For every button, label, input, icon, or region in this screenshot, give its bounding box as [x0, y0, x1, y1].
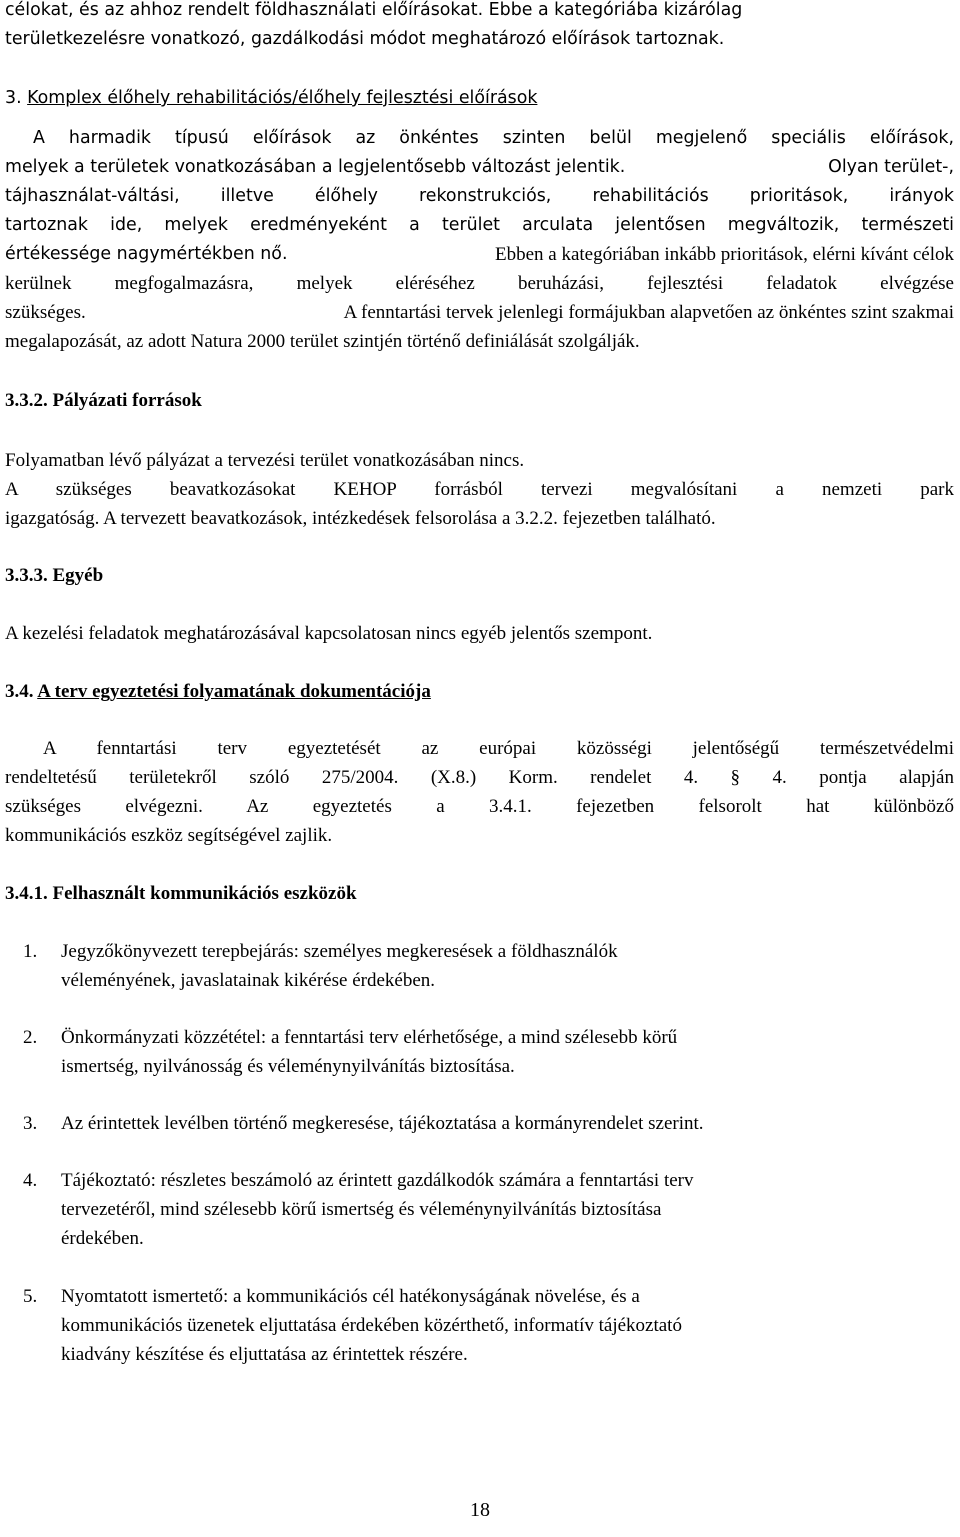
- list-item-line: érdekében.: [61, 1228, 144, 1249]
- intro-line-2: területkezelésre vonatkozó, gazdálkodási módot meghatározó előírások tartoznak.: [5, 29, 725, 49]
- s34-line-4: kommunikációs eszköz segítségével zajlik.: [5, 825, 333, 846]
- s333-heading: 3.3.3. Egyéb: [5, 565, 104, 586]
- list-item-number: 1.: [23, 941, 38, 962]
- s3-line-5: [5, 240, 954, 269]
- s3-line-7-b: A fenntartási tervek jelenlegi formájukban alapvetően az önkéntes szint szakmai: [343, 302, 954, 323]
- list-item-line: véleményének, javaslatainak kikérése érdekében.: [61, 970, 436, 991]
- list-item-line: Nyomtatott ismertető: a kommunikációs cél hatékonyságának növelése, és a: [61, 1286, 640, 1307]
- s3-line-3: tájhasználat-váltási, illetve élőhely rekonstrukciós, rehabilitációs prioritások, irányok: [5, 186, 954, 206]
- s34-heading: [5, 677, 954, 706]
- list-item-text: [61, 937, 941, 995]
- list-item-text: [61, 1023, 941, 1081]
- s3-line-6: kerülnek megfogalmazásra, melyek eléréséhez beruházási, fejlesztési feladatok elvégzése: [5, 273, 954, 294]
- s3-line-2-olyan: Olyan terület-,: [828, 157, 954, 177]
- list-item-number: 3.: [23, 1113, 38, 1134]
- list-item-line: Önkormányzati közzététel: a fenntartási terv elérhetősége, a mind szélesebb körű: [61, 1027, 678, 1048]
- s333-text: A kezelési feladatok meghatározásával kapcsolatosan nincs egyéb jelentős szempont.: [5, 623, 653, 644]
- s332-line-2: A szükséges beavatkozásokat KEHOP forrásból tervezi megvalósítani a nemzeti park: [5, 479, 954, 500]
- s332-line-1: Folyamatban lévő pályázat a tervezési terület vonatkozásában nincs.: [5, 450, 525, 471]
- list-item-text: [61, 1282, 941, 1369]
- s3-line-2-text: melyek a területek vonatkozásában a legjelentősebb változást jelentik.: [5, 157, 626, 177]
- s3-line-5-text: értékessége nagymértékben nő.: [5, 244, 288, 264]
- s3-line-5-serif: Ebben a kategóriában inkább prioritások, elérni kívánt célok: [494, 244, 954, 265]
- list-item-text: [61, 1166, 941, 1253]
- s34-line-1: A fenntartási terv egyeztetését az európai közösségi jelentőségű természetvédelmi: [43, 738, 954, 759]
- section-3-heading: [5, 84, 954, 113]
- s341-heading: 3.4.1. Felhasznált kommunikációs eszközök: [5, 883, 357, 904]
- list-item-number: 4.: [23, 1170, 38, 1191]
- s34-body: [5, 734, 954, 850]
- s332-body: [5, 446, 954, 533]
- list-item-line: ismertség, nyilvánosság és véleménynyilvánítás biztosítása.: [61, 1056, 515, 1077]
- s3-line-1: A harmadik típusú előírások az önkéntes szinten belül megjelenő speciális előírások,: [33, 128, 954, 148]
- s34-line-3: szükséges elvégezni. Az egyeztetés a 3.4.1. fejezetben felsorolt hat különböző: [5, 796, 954, 817]
- list-item-line: tervezetéről, mind szélesebb körű ismertség és véleménynyilvánítás biztosítása: [61, 1199, 662, 1220]
- s3-line-4: tartoznak ide, melyek eredményeként a terület arculata jelentősen megváltozik, természeti: [5, 215, 954, 235]
- s3-line-7: [5, 298, 954, 327]
- s34-line-2: rendeltetésű területekről szóló 275/2004. (X.8.) Korm. rendelet 4. § 4. pontja alapján: [5, 767, 954, 788]
- s3-line-2: [5, 153, 954, 182]
- section-3-title: Komplex élőhely rehabilitációs/élőhely fejlesztési előírások: [27, 88, 538, 108]
- list-item-line: Az érintettek levélben történő megkeresése, tájékoztatása a kormányrendelet szerint.: [61, 1113, 704, 1134]
- section-3-number: 3.: [5, 88, 22, 108]
- s3-line-8: megalapozását, az adott Natura 2000 terület szintjén történő definiálását szolgálják.: [5, 331, 640, 352]
- list-item-text: [61, 1109, 941, 1138]
- s34-heading-number: 3.4.: [5, 681, 34, 702]
- list-item-line: kiadvány készítése és eljuttatása az érintettek részére.: [61, 1344, 468, 1365]
- list-item-line: Tájékoztató: részletes beszámoló az érintett gazdálkodók számára a fenntartási terv: [61, 1170, 694, 1191]
- list-item-number: 5.: [23, 1286, 38, 1307]
- s3-line-7-a: szükséges.: [5, 302, 86, 323]
- list-item-line: Jegyzőkönyvezett terepbejárás: személyes megkeresések a földhasználók: [61, 941, 618, 962]
- section-3-body: [5, 124, 954, 356]
- s332-heading: 3.3.2. Pályázati források: [5, 390, 202, 411]
- intro-paragraph: [5, 0, 954, 54]
- s332-line-3: igazgatóság. A tervezett beavatkozások, intézkedések felsorolása a 3.2.2. fejezetben található.: [5, 508, 716, 529]
- s34-heading-text: A terv egyeztetési folyamatának dokumentációja: [37, 681, 431, 702]
- page-number: 18: [470, 1499, 490, 1521]
- list-item-number: 2.: [23, 1027, 38, 1048]
- intro-line-1: célokat, és az ahhoz rendelt földhasználati előírásokat. Ebbe a kategóriába kizárólag: [5, 0, 743, 20]
- list-item-line: kommunikációs üzenetek eljuttatása érdekében közérthető, informatív tájékoztató: [61, 1315, 682, 1336]
